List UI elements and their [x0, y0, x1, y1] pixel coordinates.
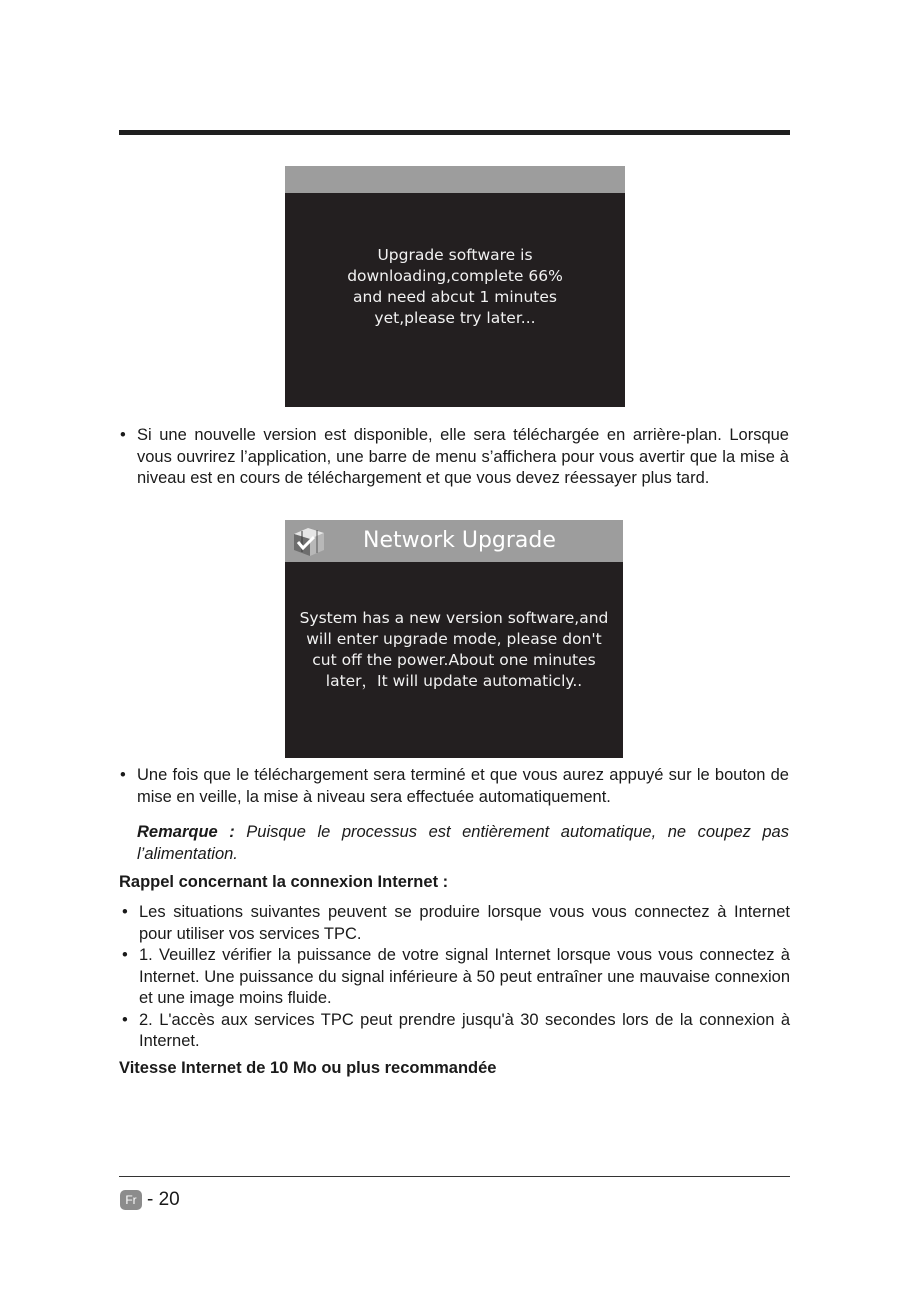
bullet-dot: • [120, 426, 126, 444]
top-rule [119, 130, 790, 135]
bullet-dot: • [120, 766, 126, 784]
bullet-background-download [120, 425, 789, 490]
list-item-text: 1. Veuillez vérifier la puissance de votre signal Internet lorsque vous vous connectez à Internet. Une puissance du signal inférieure à 50 peut entraîner une mauvaise connexion et une image moins fluide. [139, 946, 790, 1007]
list-item-text: 2. L'accès aux services TPC peut prendre jusqu'à 30 secondes lors de la connexion à Internet. [139, 1010, 790, 1050]
page-footer [120, 1189, 180, 1211]
internet-reminder-list [122, 902, 790, 1053]
screen-title-bar [285, 166, 625, 193]
bullet-dot: • [122, 946, 128, 964]
bullet-standby [120, 765, 789, 808]
upgrade-box-icon [290, 524, 328, 558]
bullet-dot: • [122, 1010, 128, 1029]
screen-title-bar [285, 520, 623, 562]
network-upgrade-screen [285, 520, 623, 758]
language-badge: Fr [120, 1190, 142, 1210]
recommendation-heading: Vitesse Internet de 10 Mo ou plus recommandée [119, 1059, 497, 1077]
remark-text: Puisque le processus est entièrement automatique, ne coupez pas l’alimentation. [137, 823, 789, 863]
network-upgrade-message: System has a new version software,and will enter upgrade mode, please don't cut off the power.About one minutes later，It will update automaticly.. [299, 609, 609, 690]
bullet-text: Une fois que le téléchargement sera terminé et que vous aurez appuyé sur le bouton de mise en veille, la mise à niveau sera effectuée automatiquement. [137, 766, 789, 806]
bottom-rule [119, 1176, 790, 1177]
downloading-message: Upgrade software is downloading,complete 66% and need abcut 1 minutes yet,please try later... [347, 246, 563, 327]
remark-label: Remarque : [137, 823, 235, 841]
bullet-dot: • [122, 903, 128, 921]
page-number: - 20 [147, 1189, 180, 1210]
list-item-text: Les situations suivantes peuvent se produire lorsque vous vous connectez à Internet pour utiliser vos services TPC. [139, 903, 790, 943]
list-item [122, 1010, 790, 1053]
bullet-text: Si une nouvelle version est disponible, elle sera téléchargée en arrière-plan. Lorsque vous ouvrirez l’application, une barre de menu s’affichera pour vous avertir que la mise à niveau est en cours de téléchargement et que vous devez réessayer plus tard. [137, 426, 789, 487]
list-item [122, 902, 790, 945]
list-item [122, 945, 790, 1010]
screen-title: Network Upgrade [363, 528, 556, 553]
internet-reminder-heading: Rappel concernant la connexion Internet : [119, 873, 449, 891]
downloading-screen [285, 166, 625, 407]
remark-note [137, 822, 789, 865]
